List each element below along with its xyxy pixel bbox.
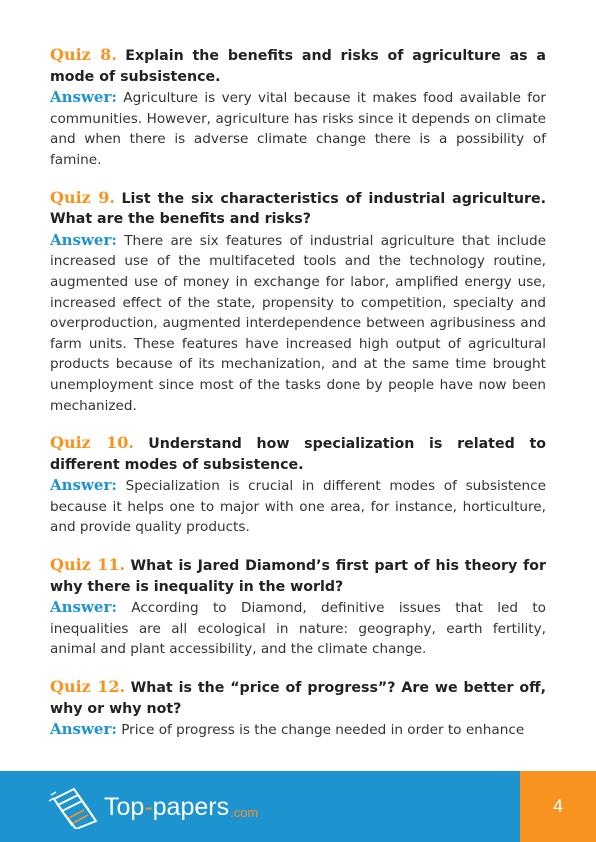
answer-text: According to Diamond, definitive issues that led to inequalities are all ecological in nature: geography, earth fertility, animal and plant accessibility, and the climate change. — [50, 600, 546, 658]
question-text: List the six characteristics of industrial agriculture. What are the benefits and risks? — [50, 190, 546, 228]
answer-label: Answer: — [50, 476, 117, 495]
question-text: Explain the benefits and risks of agriculture as a mode of subsistence. — [50, 48, 546, 85]
logo-rest: papers — [152, 792, 230, 821]
answer-text: Agriculture is very vital because it makes food available for communities. However, agriculture has risks since it depends on climate and when there is adverse climate change there is a possibility of famine. — [50, 90, 546, 168]
question — [50, 45, 546, 87]
question — [50, 188, 546, 230]
question-text: What is Jared Diamond’s first part of his theory for why there is inequality in the world? — [50, 558, 546, 595]
page-number: 4 — [520, 771, 596, 842]
top-papers-logo[interactable] — [48, 785, 258, 829]
quiz-label: Quiz 10. — [50, 433, 134, 453]
quiz-9 — [50, 188, 546, 417]
answer — [50, 597, 546, 660]
answer-text: There are six features of industrial agriculture that include increased use of the multifaceted tools and the technology routine, augmented use of money in exchange for labor, amplified energy use, increased effect of the state, propensity to competition, specialty and overproduction, augmented interdependence between agribusiness and farm units. These features have increased high output of agricultural products because of its mechanization, and at the same time brought unemployment since most of the tasks done by people have now been mechanized. — [50, 232, 546, 414]
quiz-label: Quiz 12. — [50, 677, 126, 697]
answer-text: Specialization is crucial in different modes of subsistence because it helps one to major with one area, for instance, horticulture, and provide quality products. — [50, 478, 546, 536]
answer-label: Answer: — [50, 230, 117, 249]
quiz-12 — [50, 677, 546, 741]
question — [50, 555, 546, 597]
question — [50, 677, 546, 719]
answer-label: Answer: — [50, 88, 117, 107]
stacked-papers-icon — [48, 785, 102, 829]
logo-dash: - — [144, 792, 153, 821]
quiz-label: Quiz 11. — [50, 555, 126, 575]
quiz-11 — [50, 555, 546, 660]
answer — [50, 230, 546, 416]
footer-bar — [0, 771, 596, 842]
logo-wordmark — [104, 793, 229, 822]
quiz-label: Quiz 8. — [50, 45, 117, 64]
answer — [50, 87, 546, 170]
question — [50, 433, 546, 475]
question-text: What is the “price of progress”? Are we better off, why or why not? — [50, 680, 546, 717]
answer — [50, 475, 546, 538]
logo-domain: .com — [230, 804, 259, 820]
quiz-10 — [50, 433, 546, 538]
answer-label: Answer: — [50, 598, 117, 617]
question-text: Understand how specialization is related to different modes of subsistence. — [50, 436, 546, 473]
page-content — [50, 45, 546, 758]
answer-text: Price of progress is the change needed in order to enhance — [121, 722, 525, 739]
answer — [50, 719, 546, 741]
answer-label: Answer: — [50, 720, 117, 739]
quiz-8 — [50, 45, 546, 171]
logo-main: Top — [104, 792, 145, 821]
quiz-label: Quiz 9. — [50, 187, 115, 207]
